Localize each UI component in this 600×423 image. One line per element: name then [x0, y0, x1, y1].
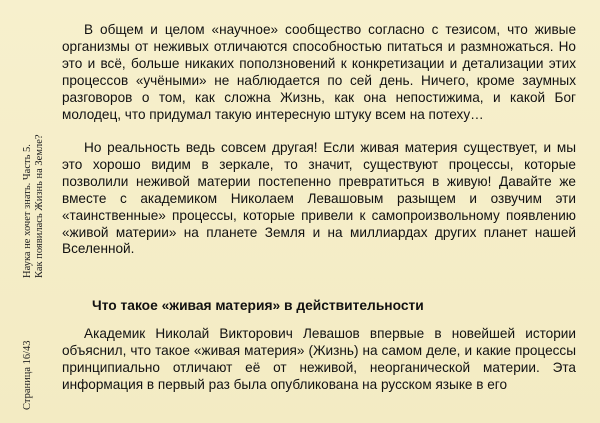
running-title-line1: Наука не хочет знать. Часть 5.	[22, 144, 33, 278]
section-heading: Что такое «живая материя» в действительности	[92, 298, 424, 313]
page-counter: Страница 16/43	[22, 340, 33, 410]
paragraph-2: Но реальность ведь совсем другая! Если живая материя существует, и мы это хорошо видим в зеркале, то значит, существуют процессы, которые позволили неживой материи постепенно превратиться в живую! Давайте же вместе с академиком Николаем Левашовым разыщем и озвучим эти «таинственные» процессы, которые привели к самопроизвольному появлению «живой материи» на планете Земля и на миллиардах других планет нашей Вселенной.	[62, 140, 576, 257]
paragraph-3: Академик Николай Викторович Левашов впервые в новейшей истории объяснил, что такое «живая материя» (Жизнь) на самом деле, и какие процессы принципиально отличают её от неживой, неорганической материи. Эта информация в первый раз была опубликована на русском языке в его	[62, 326, 576, 392]
paragraph-3-block	[62, 326, 576, 394]
running-title-line2: Как появилась Жизнь на Земле?	[34, 134, 45, 278]
paragraph-1-block	[62, 22, 576, 123]
paragraph-1: В общем и целом «научное» сообщество согласно с тезисом, что живые организмы от неживых отличаются способностью питаться и размножаться. Но это и всё, больше никаких поползновений к конкретизации и детализации этих процессов «учёными» не наблюдается по сей день. Ничего, кроме заумных разговоров о том, как сложна Жизнь, как она непостижима, и какой Бог молодец, что придумал такую интересную штуку всем на потеху…	[62, 22, 576, 122]
paragraph-2-block	[62, 140, 576, 258]
